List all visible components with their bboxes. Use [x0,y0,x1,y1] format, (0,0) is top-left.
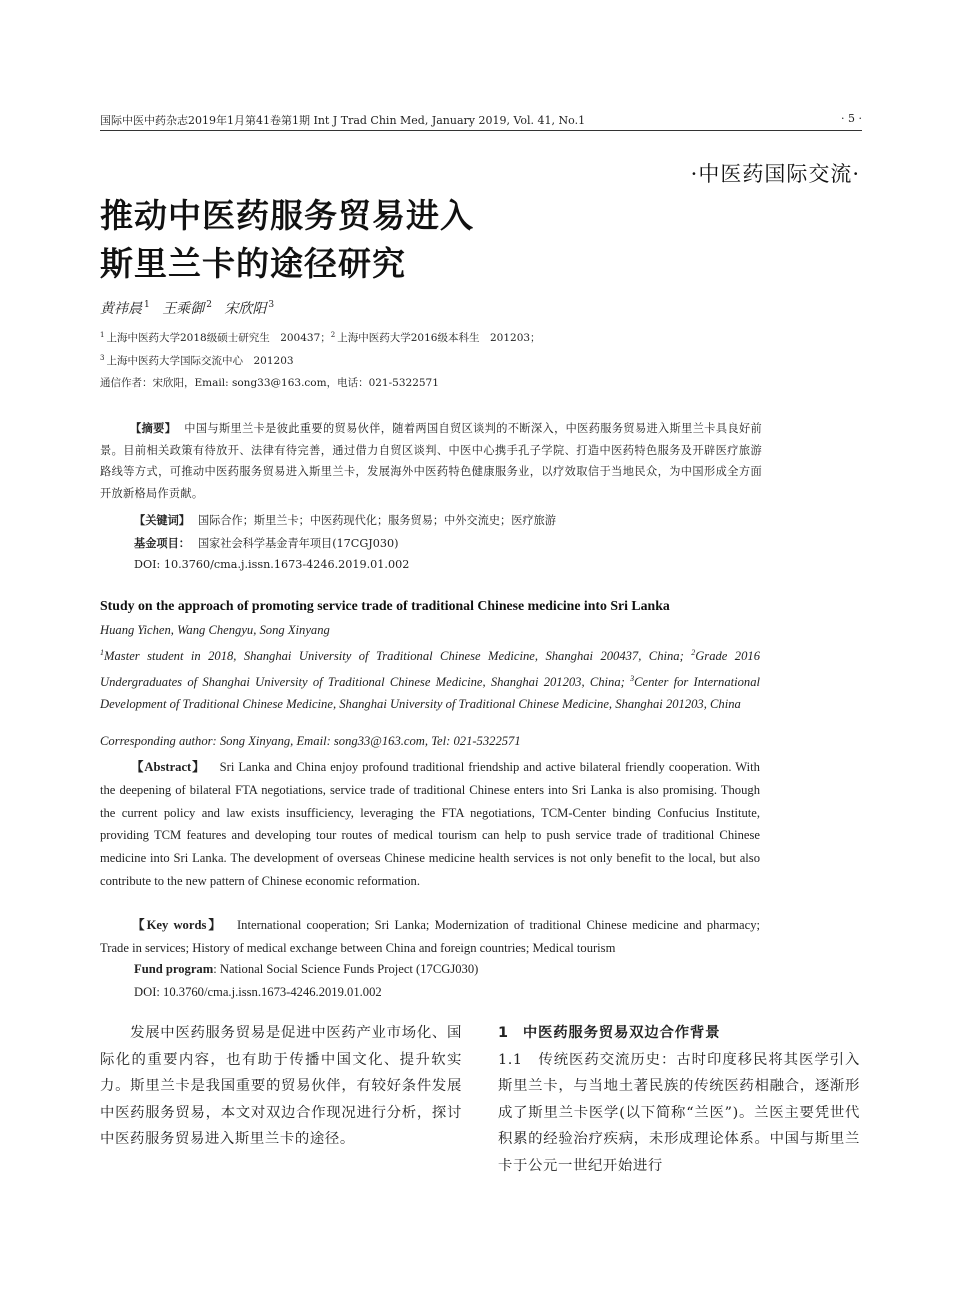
section-title: 中医药服务贸易双边合作背景 [522,1025,721,1041]
section-paragraph: 1.1 传统医药交流历史：古时印度移民将其医学引入斯里兰卡，与当地土著民族的传统医药相融合，逐渐形成了斯里兰卡医学(以下简称“兰医”)。兰医主要凭世代积累的经验治疗疾病，未形成理论体系。中国与斯里兰卡于公元一世纪开始进行 [498,1051,860,1174]
author-list [100,298,282,318]
english-keywords [100,914,760,960]
section-heading [498,1020,860,1047]
author-name: 王乘御 [162,301,205,317]
affiliation-2: 上海中医药大学2016级本科生 201203； [337,332,541,344]
article-title [100,192,474,288]
column-label: ·中医药国际交流· [690,162,860,186]
en-affiliation-3: Center for International Development of Traditional Chinese Medicine, Shanghai University of Traditional Chinese Medicine, Shanghai 201203, China [100,674,761,712]
affiliation-1: 上海中医药大学2018级硕士研究生 200437； [106,332,331,344]
chinese-fund [134,535,399,551]
english-authors: Huang Yichen, Wang Chengyu, Song Xinyang [100,623,330,637]
author-sup: 2 [206,300,212,311]
title-line-2: 斯里兰卡的途径研究 [100,244,406,283]
affiliation-line-1 [100,330,541,345]
affiliation-3: 上海中医药大学国际交流中心 201203 [106,355,294,367]
en-abstract-text: Sri Lanka and China enjoy profound traditional friendship and active bilateral friendly cooperation. With the deepening of bilateral FTA negotiations, service trade of traditional Chinese enters into Sri Lanka is also promising. Though the current policy and law exists insufficiency, leveraging the FTA negotiations, TCM-Center binding Confucius Institute, providing TCM features and developing tour routes of medical tourism can help to push service trade of traditional Chinese medicine into Sri Lanka. The development of overseas Chinese medicine health services is not only benefit to the local, but also contribute to the new pattern of Chinese economic reformation. [100,760,760,888]
chinese-abstract [100,418,762,504]
en-affiliation-2: Grade 2016 Undergraduates of Shanghai University of Traditional Chinese Medicine, Shanghai 201203, China; [100,649,760,689]
affil-sup: 3 [100,353,105,362]
fund-text: 国家社会科学基金青年项目(17CGJ030) [197,537,399,550]
keywords-text: 国际合作；斯里兰卡；中医药现代化；服务贸易；中外交流史；医疗旅游 [197,514,556,527]
english-fund [134,962,478,977]
english-doi: DOI: 10.3760/cma.j.issn.1673-4246.2019.01.002 [134,985,382,999]
affil-sup: 1 [100,330,105,339]
en-fund-label: Fund program [134,962,214,976]
affiliation-line-2 [100,353,294,368]
english-title: Study on the approach of promoting service trade of traditional Chinese medicine into Sri Lanka [100,598,670,613]
abstract-label: 【摘要】 [130,422,177,435]
english-affiliations [100,642,760,716]
affil-sup: 2 [691,648,696,657]
english-abstract [100,756,760,893]
section-number: 1 [498,1025,509,1041]
english-corresponding-author: Corresponding author: Song Xinyang, Email: song33@163.com, Tel: 021-5322571 [100,734,521,748]
en-fund-text: : National Social Science Funds Project (17CGJ030) [213,962,479,976]
author-sup: 1 [144,300,150,311]
title-line-1: 推动中医药服务贸易进入 [100,196,474,235]
running-header [100,112,862,128]
chinese-keywords [134,512,556,528]
author-name: 黄祎晨 [100,301,142,317]
en-keywords-label: 【Key words】 [130,918,223,932]
corresponding-author: 通信作者：宋欣阳，Email: song33@163.com，电话：021-5322571 [100,377,439,389]
page-number: · 5 · [841,112,862,125]
body-left-column [100,1020,462,1153]
header-rule [100,130,862,131]
en-affiliation-1: Master student in 2018, Shanghai University of Traditional Chinese Medicine, Shanghai 200437, China; [104,649,692,664]
affil-sup: 3 [630,673,635,683]
fund-label: 基金项目： [134,537,190,550]
en-abstract-label: 【Abstract】 [130,760,206,774]
chinese-doi: DOI: 10.3760/cma.j.issn.1673-4246.2019.01.002 [134,558,410,571]
en-keywords-text: International cooperation; Sri Lanka; Modernization of traditional Chinese medicine and pharmacy; Trade in services; History of medical exchange between China and foreign countries; Medical tourism [100,918,761,955]
journal-info: 国际中医中药杂志2019年1月第41卷第1期 Int J Trad Chin Med, January 2019, Vol. 41, No.1 [100,114,586,127]
intro-paragraph: 发展中医药服务贸易是促进中医药产业市场化、国际化的重要内容，也有助于传播中国文化、提升软实力。斯里兰卡是我国重要的贸易伙伴，有较好条件发展中医药服务贸易，本文对双边合作现况进行分析，探讨中医药服务贸易进入斯里兰卡的途径。 [100,1025,462,1147]
affil-sup: 1 [100,648,104,657]
affil-sup: 2 [330,330,336,339]
abstract-text: 中国与斯里兰卡是彼此重要的贸易伙伴，随着两国自贸区谈判的不断深入，中医药服务贸易进入斯里兰卡具良好前景。目前相关政策有待放开、法律有待完善，通过借力自贸区谈判、中医中心携手孔子学院、打造中医药特色服务及开辟医疗旅游路线等方式，可推动中医药服务贸易进入斯里兰卡，发展海外中医药特色健康服务业，以疗效取信于当地民众，为中国形成全方面开放新格局作贡献。 [100,422,762,500]
keywords-label: 【关键词】 [134,514,190,527]
body-right-column [498,1020,860,1179]
author-name: 宋欣阳 [224,301,267,317]
author-sup: 3 [268,300,275,311]
